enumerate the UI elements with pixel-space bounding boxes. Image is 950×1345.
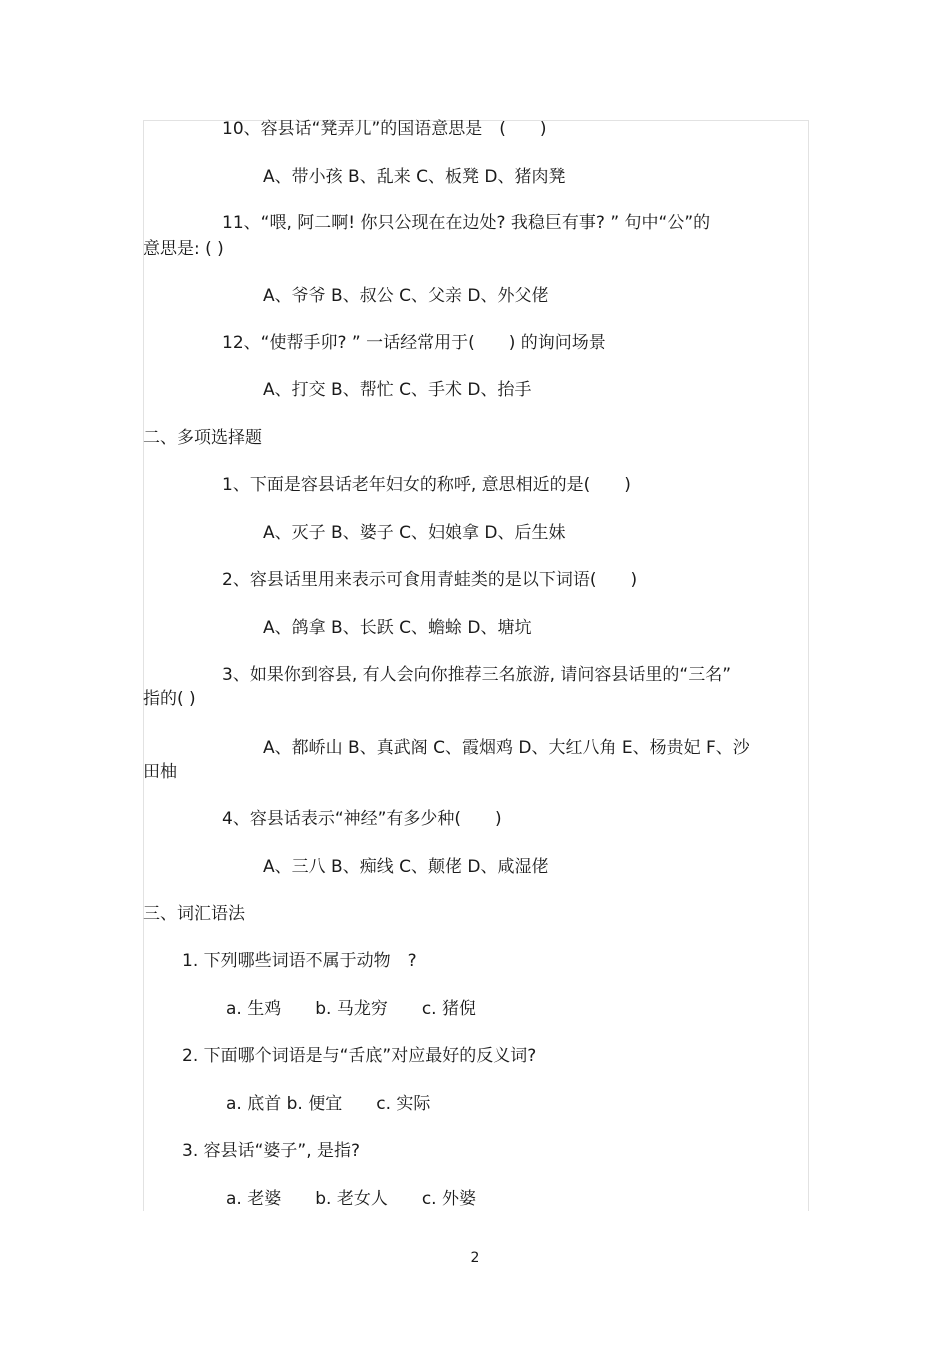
text-line: 4、容县话表示“神经”有多少种( ) [222, 809, 502, 829]
page-number: 2 [470, 1250, 480, 1266]
text-line: 3、如果你到容县, 有人会向你推荐三名旅游, 请问容县话里的“三名” [222, 665, 732, 685]
text-line: 指的( ) [143, 689, 196, 709]
text-line: A、鸽拿 B、长跃 C、蟾蜍 D、塘坑 [263, 618, 532, 638]
text-line: 12、“使帮手卯? ” 一话经常用于( ) 的询问场景 [222, 333, 606, 353]
text-line: 1. 下列哪些词语不属于动物 ? [182, 951, 417, 971]
text-line: 3. 容县话“婆子”, 是指? [182, 1141, 361, 1161]
text-line: 意思是: ( ) [143, 239, 224, 259]
text-line: A、爷爷 B、叔公 C、父亲 D、外父佬 [263, 286, 549, 306]
text-line: A、灭子 B、婆子 C、妇娘拿 D、后生妹 [263, 523, 566, 543]
text-line: 2、容县话里用来表示可食用青蛙类的是以下词语( ) [222, 570, 638, 590]
text-line: 11、“喂, 阿二啊! 你只公现在在边处? 我稳巨有事? ” 句中“公”的 [222, 213, 711, 233]
text-line: A、三八 B、痴线 C、颠佬 D、咸湿佬 [263, 857, 549, 877]
text-line: a. 底首 b. 便宜 c. 实际 [226, 1094, 431, 1114]
text-line: A、都峤山 B、真武阁 C、霞烟鸡 D、大红八角 E、杨贵妃 F、沙 [263, 738, 750, 758]
text-line: a. 生鸡 b. 马龙穷 c. 猪倪 [226, 999, 476, 1019]
text-line: 10、容县话“凳弄儿”的国语意思是 ( ) [222, 119, 547, 139]
text-line: 2. 下面哪个词语是与“舌底”对应最好的反义词? [182, 1046, 537, 1066]
text-line: A、打交 B、帮忙 C、手术 D、抬手 [263, 380, 532, 400]
text-line: a. 老婆 b. 老女人 c. 外婆 [226, 1189, 476, 1209]
text-line: 三、词汇语法 [143, 904, 245, 924]
text-line: 田柚 [143, 762, 177, 782]
text-line: A、带小孩 B、乱来 C、板凳 D、猪肉凳 [263, 167, 566, 187]
text-line: 二、多项选择题 [143, 428, 262, 448]
text-line: 1、下面是容县话老年妇女的称呼, 意思相近的是( ) [222, 475, 631, 495]
